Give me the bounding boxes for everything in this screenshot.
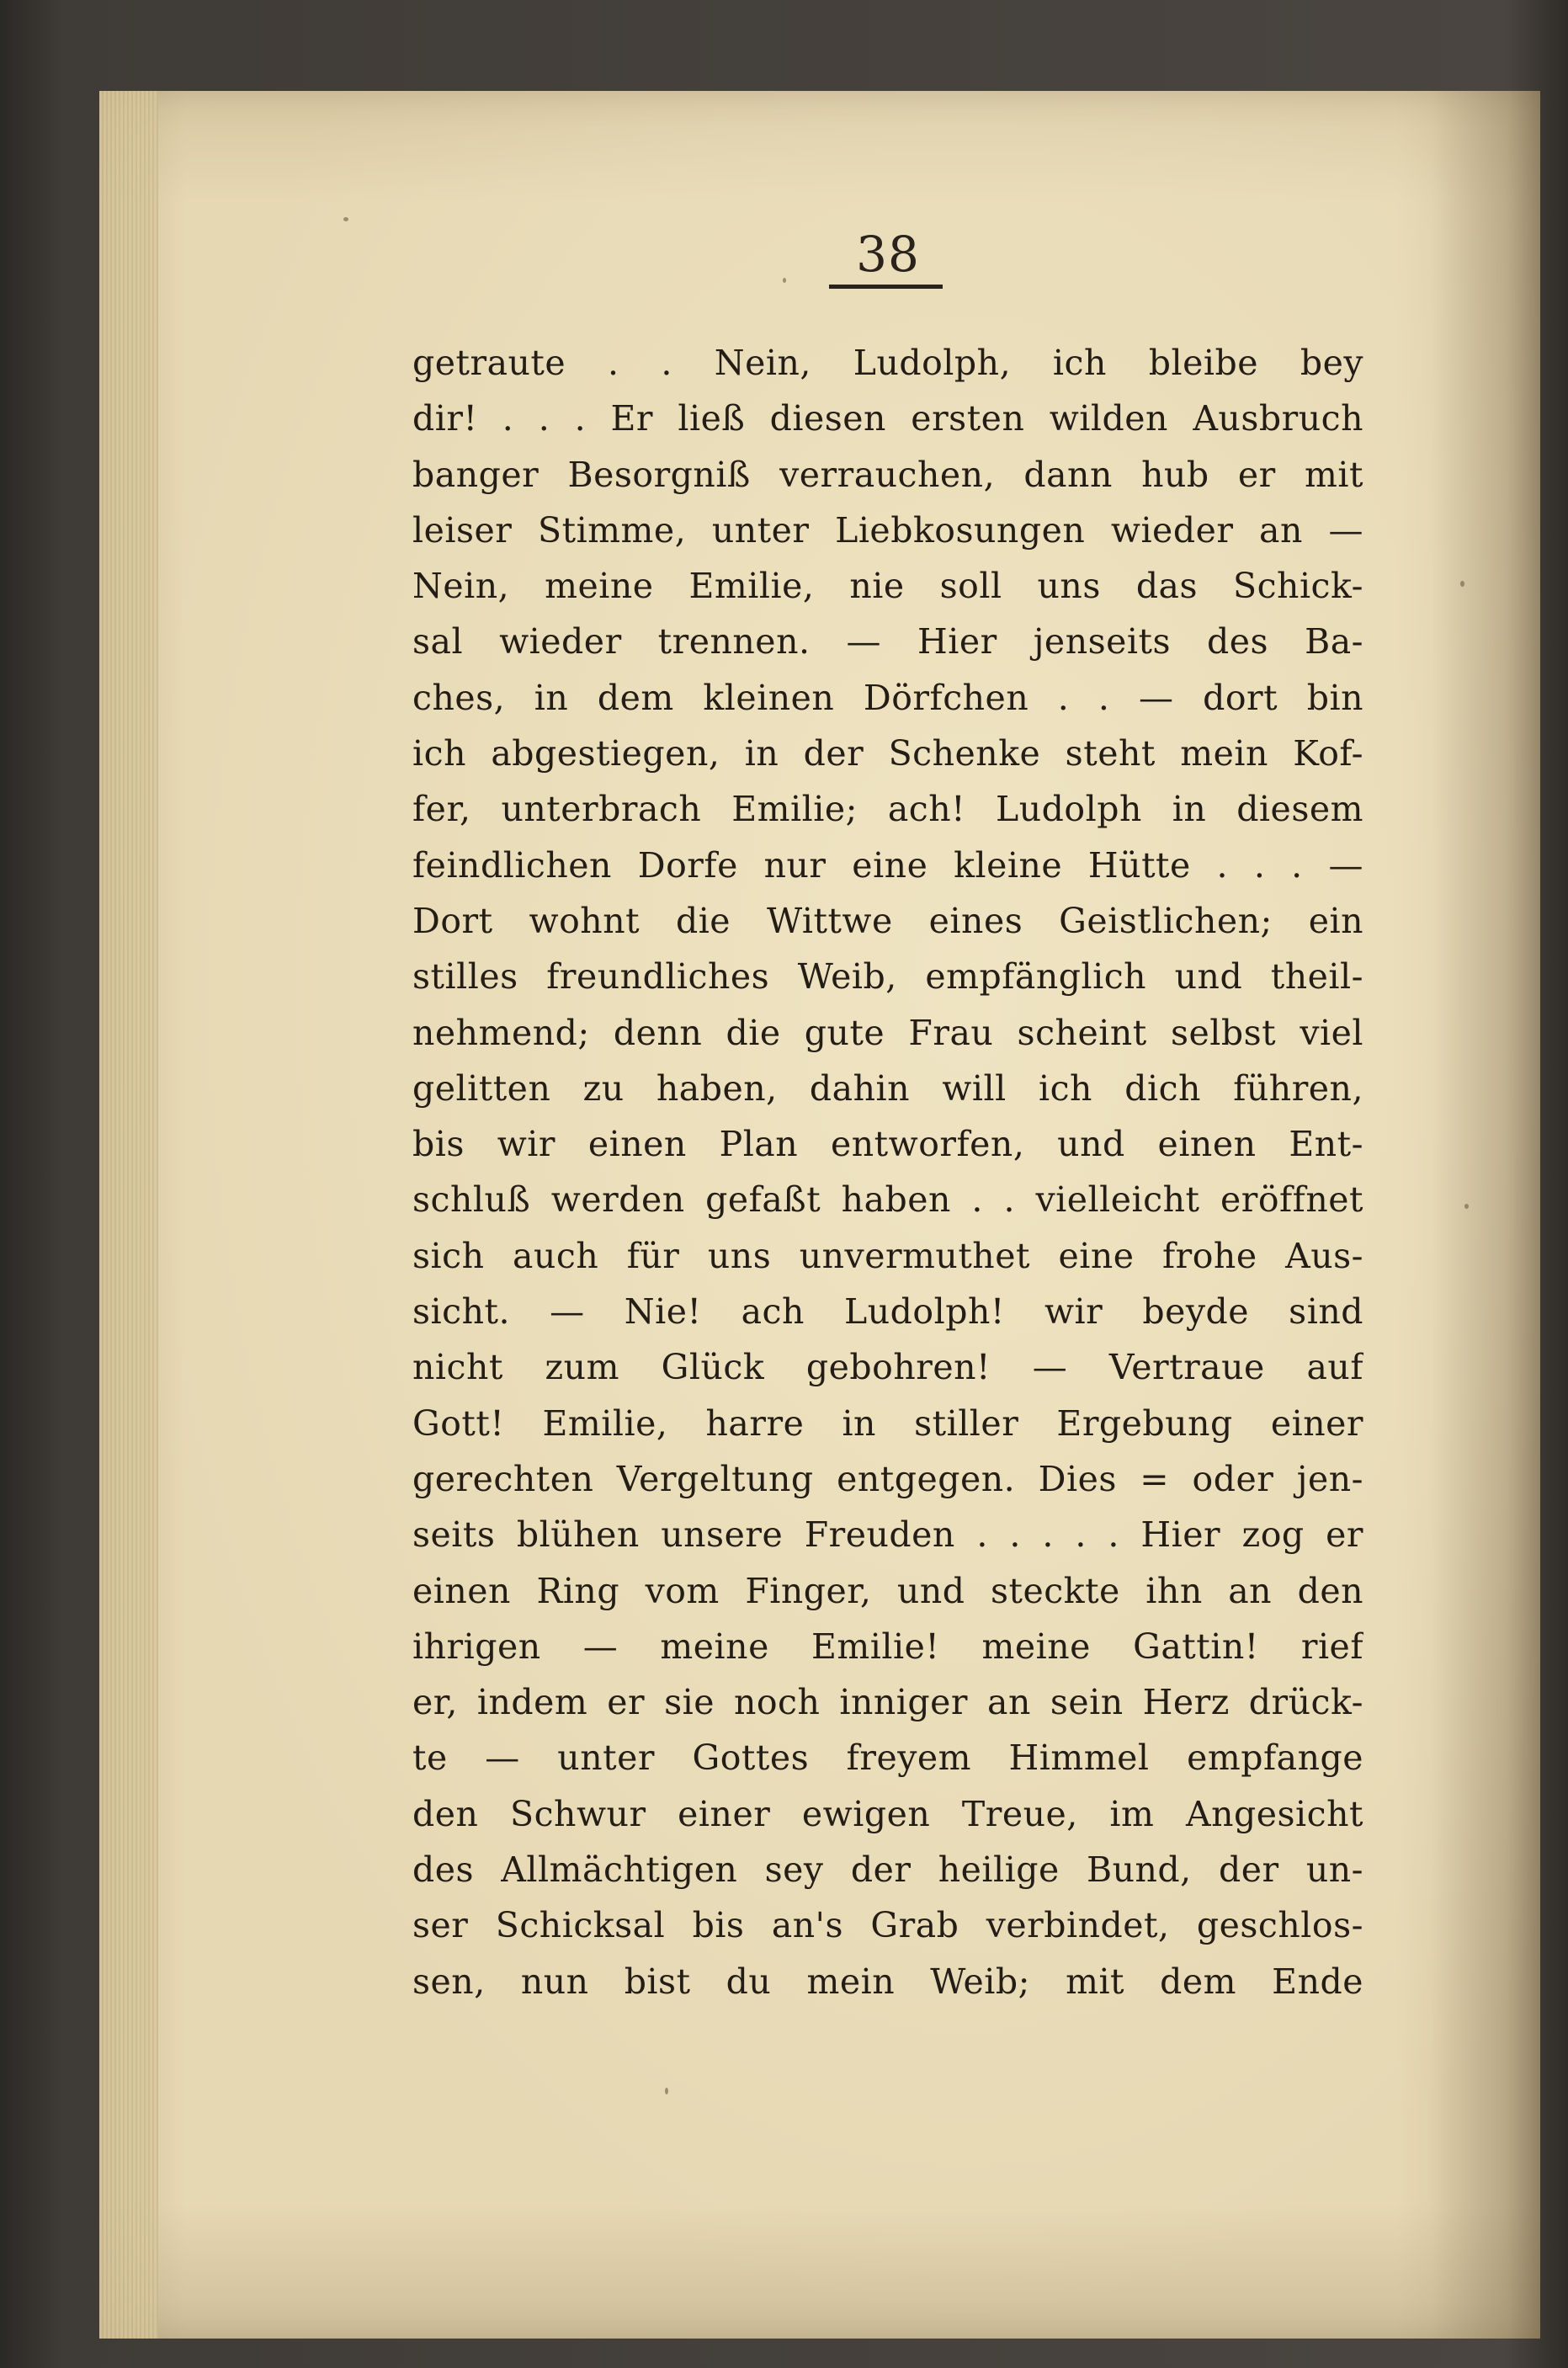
text-line: te — unter Gottes freyem Himmel empfange — [412, 1737, 1363, 1779]
page-edges — [99, 91, 158, 2339]
text-line: ich abgestiegen, in der Schenke steht mein Kof- — [412, 733, 1363, 774]
text-line: dir! . . . Er ließ diesen ersten wilden Ausbruch — [412, 398, 1363, 439]
text-line: seits blühen unsere Freuden . . . . . Hier zog er — [412, 1514, 1363, 1556]
page-number: 38 — [856, 226, 920, 283]
text-line: sen, nun bist du mein Weib; mit dem Ende — [412, 1961, 1363, 2002]
text-line: stilles freundliches Weib, empfänglich und theil- — [412, 956, 1363, 998]
text-line: Gott! Emilie, harre in stiller Ergebung einer — [412, 1402, 1363, 1444]
text-line: Nein, meine Emilie, nie soll uns das Schick- — [412, 566, 1363, 607]
text-line: feindlichen Dorfe nur eine kleine Hütte . . . — — [412, 844, 1363, 886]
paper-speck — [783, 278, 786, 283]
text-line: nehmend; denn die gute Frau scheint selbst viel — [412, 1012, 1363, 1053]
text-line: getraute . . Nein, Ludolph, ich bleibe bey — [412, 343, 1363, 383]
text-line: banger Besorgniß verrauchen, dann hub er mit — [412, 454, 1363, 495]
text-line: gelitten zu haben, dahin will ich dich führen, — [412, 1067, 1363, 1109]
text-line: ches, in dem kleinen Dörfchen . . — dort bin — [412, 677, 1363, 718]
paper-speck — [343, 217, 348, 221]
text-line: bis wir einen Plan entworfen, und einen Ent- — [412, 1124, 1363, 1165]
text-line: den Schwur einer ewigen Treue, im Angesicht — [412, 1793, 1363, 1834]
text-line: einen Ring vom Finger, und steckte ihn an den — [412, 1570, 1363, 1611]
text-line: fer, unterbrach Emilie; ach! Ludolph in diesem — [412, 789, 1363, 830]
text-line: er, indem er sie noch inniger an sein Herz drück- — [412, 1682, 1363, 1723]
text-line: des Allmächtigen sey der heilige Bund, der un- — [412, 1849, 1363, 1891]
text-line: sicht. — Nie! ach Ludolph! wir beyde sind — [412, 1291, 1363, 1333]
text-line: ser Schicksal bis an's Grab verbindet, geschlos- — [412, 1905, 1363, 1946]
text-line: leiser Stimme, unter Liebkosungen wieder an — — [412, 509, 1363, 551]
text-line: sich auch für uns unvermuthet eine frohe Aus- — [412, 1235, 1363, 1276]
text-line: Dort wohnt die Wittwe eines Geistlichen; ein — [412, 900, 1363, 941]
paper-speck — [1460, 581, 1464, 587]
text-line: gerechten Vergeltung entgegen. Dies = oder jen- — [412, 1458, 1363, 1499]
text-line: sal wieder trennen. — Hier jenseits des Ba- — [412, 621, 1363, 663]
paper-speck — [665, 2088, 668, 2094]
text-line: nicht zum Glück gebohren! — Vertraue auf — [412, 1347, 1363, 1388]
body-text — [412, 335, 1363, 2009]
gutter-shadow — [1431, 91, 1540, 2339]
text-line: ihrigen — meine Emilie! meine Gattin! rief — [412, 1626, 1363, 1667]
page-number-rule — [829, 285, 943, 289]
text-line: schluß werden gefaßt haben . . vielleicht eröffnet — [412, 1179, 1363, 1221]
paper-speck — [1464, 1204, 1469, 1209]
